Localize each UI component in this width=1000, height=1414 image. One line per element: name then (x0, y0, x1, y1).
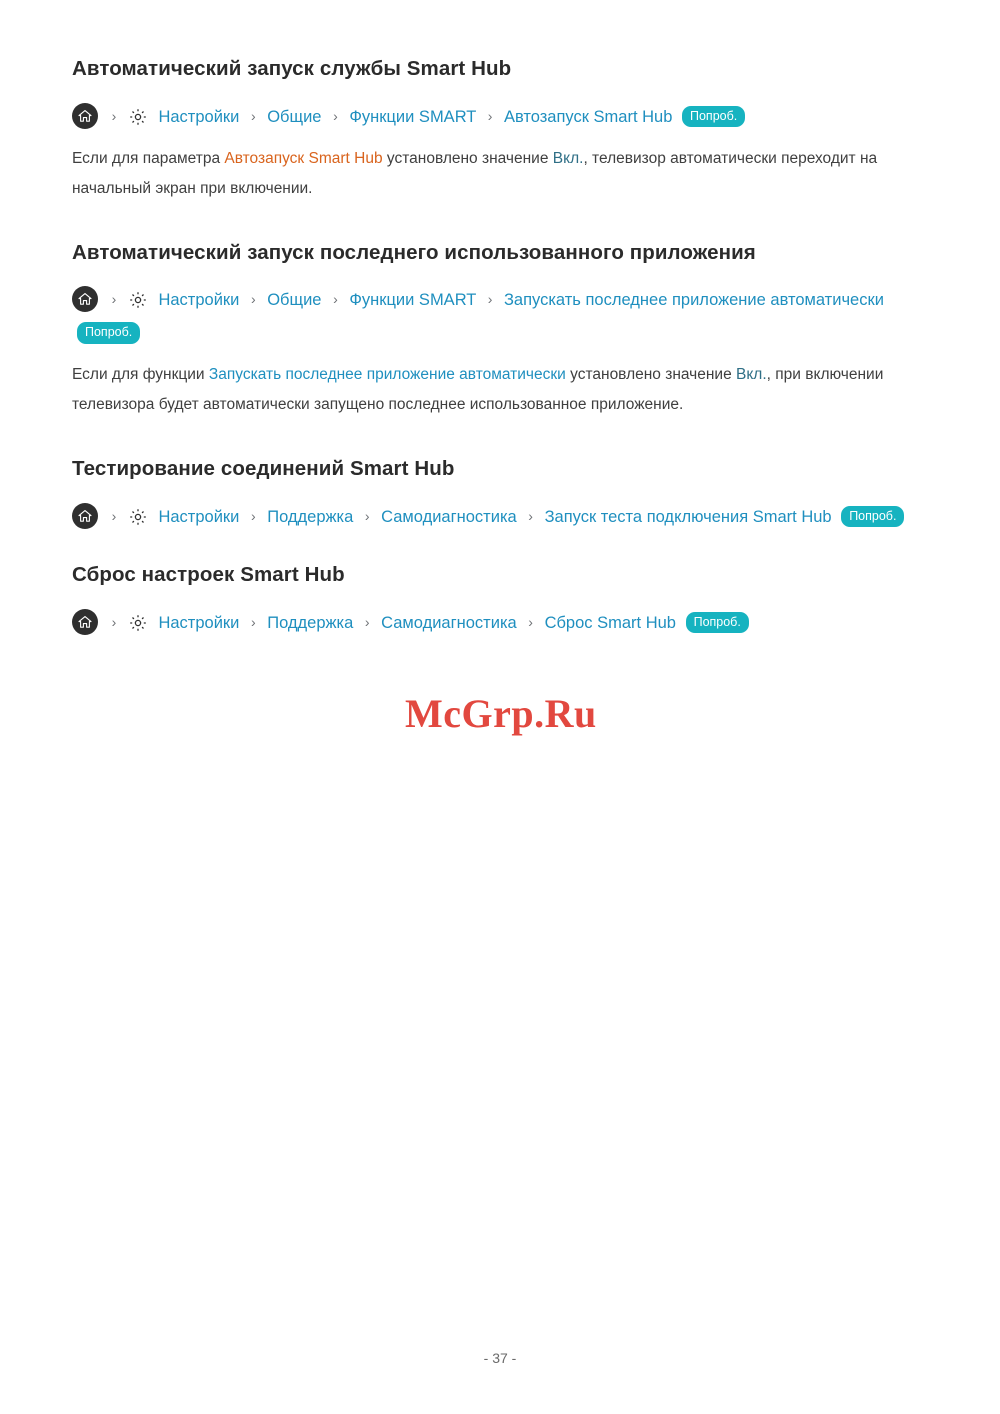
watermark: McGrp.Ru (405, 691, 597, 736)
breadcrumb-separator: › (364, 613, 370, 630)
section-body (72, 144, 928, 204)
body-text-part: Если для функции (72, 366, 209, 384)
breadcrumb-item-support[interactable]: Поддержка (267, 507, 354, 526)
gear-icon[interactable] (128, 289, 148, 309)
section-smart-hub-reset (72, 562, 928, 640)
try-it-badge[interactable]: Попроб. (77, 322, 140, 344)
breadcrumb-separator: › (250, 107, 256, 124)
breadcrumb-item-settings[interactable]: Настройки (158, 507, 240, 526)
page-title: Автоматический запуск службы Smart Hub (72, 57, 512, 80)
gear-icon[interactable] (128, 106, 148, 126)
body-highlight-setting: Запускать последнее приложение автоматически (208, 366, 566, 384)
breadcrumb-separator: › (111, 291, 117, 308)
breadcrumb-item-autorun-smart-hub[interactable]: Автозапуск Smart Hub (503, 107, 673, 126)
body-text-part: , при включении телевизора будет автоматически запущено последнее использованное приложение. (72, 366, 884, 414)
body-highlight-value: Вкл. (736, 366, 767, 384)
breadcrumb-separator: › (111, 613, 117, 630)
breadcrumb-item-settings[interactable]: Настройки (158, 613, 240, 632)
breadcrumb (72, 101, 928, 134)
breadcrumb-separator: › (250, 291, 256, 308)
section-smart-hub-connection-test (72, 456, 928, 534)
home-icon[interactable] (72, 503, 98, 529)
body-text-part: Если для параметра (72, 149, 225, 167)
home-icon[interactable] (72, 286, 98, 312)
breadcrumb-separator: › (333, 107, 338, 124)
breadcrumb-item-reset-smart-hub[interactable]: Сброс Smart Hub (544, 613, 676, 632)
page-title: Автоматический запуск последнего использованного приложения (72, 240, 756, 264)
breadcrumb-item-settings[interactable]: Настройки (158, 291, 240, 310)
breadcrumb-separator: › (250, 613, 256, 630)
body-text-part: установлено значение (565, 366, 737, 384)
body-highlight-setting: Автозапуск Smart Hub (224, 149, 383, 167)
breadcrumb-item-general[interactable]: Общие (267, 107, 322, 126)
breadcrumb-separator: › (250, 507, 256, 524)
gear-icon[interactable] (128, 612, 148, 632)
breadcrumb-item-start-connection-test[interactable]: Запуск теста подключения Smart Hub (544, 507, 832, 526)
breadcrumb-item-self-diagnosis[interactable]: Самодиагностика (381, 507, 517, 526)
breadcrumb-item-autorun-last-app[interactable]: Запускать последнее приложение автоматически (503, 291, 884, 310)
breadcrumb-separator: › (528, 613, 533, 630)
breadcrumb (72, 607, 928, 640)
breadcrumb-separator: › (364, 507, 370, 524)
section-smart-hub-autostart (72, 56, 928, 204)
breadcrumb-separator: › (528, 507, 533, 524)
breadcrumb-separator: › (111, 107, 117, 124)
breadcrumb (72, 284, 928, 350)
home-icon[interactable] (72, 103, 98, 129)
breadcrumb-item-support[interactable]: Поддержка (267, 613, 354, 632)
breadcrumb-separator: › (487, 291, 493, 308)
section-last-app-autostart (72, 240, 928, 421)
page-number: - 37 - (483, 1350, 517, 1366)
breadcrumb-item-self-diagnosis[interactable]: Самодиагностика (381, 613, 517, 632)
home-icon[interactable] (72, 609, 98, 635)
breadcrumb-separator: › (111, 507, 117, 524)
try-it-badge[interactable]: Попроб. (841, 506, 904, 528)
breadcrumb-item-smart-functions[interactable]: Функции SMART (349, 107, 477, 126)
breadcrumb-item-smart-functions[interactable]: Функции SMART (349, 291, 477, 310)
gear-icon[interactable] (128, 506, 148, 526)
breadcrumb-item-settings[interactable]: Настройки (158, 107, 240, 126)
try-it-badge[interactable]: Попроб. (682, 106, 745, 128)
try-it-badge[interactable]: Попроб. (686, 612, 749, 634)
breadcrumb-item-general[interactable]: Общие (267, 291, 322, 310)
breadcrumb-separator: › (333, 291, 338, 308)
breadcrumb (72, 501, 928, 534)
page-title: Сброс настроек Smart Hub (72, 562, 345, 586)
section-body (72, 360, 928, 420)
body-text-part: , телевизор автоматически переходит на начальный экран при включении. (72, 149, 878, 197)
body-text-part: установлено значение (382, 149, 553, 167)
breadcrumb-separator: › (487, 107, 493, 124)
body-highlight-value: Вкл. (552, 149, 584, 167)
page-title: Тестирование соединений Smart Hub (72, 457, 455, 481)
